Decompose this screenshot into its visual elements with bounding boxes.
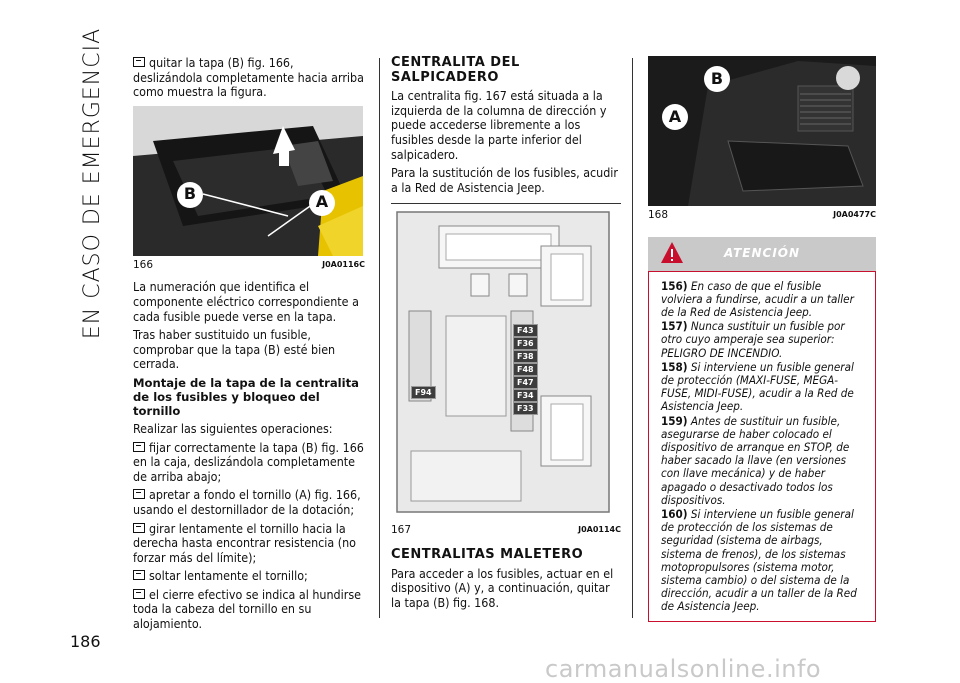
bullet-icon [133,489,145,499]
bullet-icon [133,589,145,599]
paragraph: Para acceder a los fusibles, actuar en el dispositivo (A) y, a continuación, quitar la tapa (B) fig. 168. [391,565,614,610]
callout-label-a: A [662,104,688,130]
column-3 [648,56,876,622]
section-side-title: EN CASO DE EMERGENCIA [80,27,106,339]
column-1 [133,56,365,636]
bullet-icon [133,442,145,452]
paragraph: Tras haber sustituido un fusible, comprobar que la tapa (B) esté bien cerrada. [133,327,336,372]
bullet-icon [133,523,145,533]
list-item: soltar lentamente el tornillo; [133,569,365,584]
warning-list [648,271,876,622]
callout-label-a: A [309,190,335,216]
figure-number: 168 [648,209,669,221]
list-item: girar lentamente el tornillo hacia la derecha hasta encontrar resistencia (no forzar más del límite); [133,520,356,565]
figure-number: 166 [133,258,154,271]
column-2 [391,56,621,614]
figure-caption [391,523,621,538]
figure-167 [391,206,621,521]
section-title: CENTRALITAS MALETERO [391,546,584,562]
figure-code: J0A0114C [578,525,621,535]
list-item: apretar a fondo el tornillo (A) fig. 166, usando el destornillador de la dotación; [133,487,361,517]
figure-code: J0A0477C [833,210,876,219]
fuse-label: F47 [513,376,538,389]
warning-item: 159) Antes de sustituir un fusible, asegurarse de haber colocado el dispositivo de arranque en STOP, de haber sacado la llave (en versiones con llave mecánica) y de haber apagado o desactivado todos los dispositivos. [661,413,850,507]
bullet-list [133,441,365,632]
figure-rule [391,203,621,204]
warning-header [648,237,876,271]
callout-label-b: B [704,66,730,92]
column-divider [632,58,633,618]
intro-step: quitar la tapa (B) fig. 166, deslizándola completamente hacia arriba como muestra la figura. [133,55,364,100]
fuse-label: F33 [513,402,538,415]
list-item: fijar correctamente la tapa (B) fig. 166 en la caja, deslizándola completamente de arriba abajo; [133,439,364,484]
fuse-label: F48 [513,363,538,376]
warning-title: ATENCIÓN [723,246,801,261]
paragraph: Para la sustitución de los fusibles, acudir a la Red de Asistencia Jeep. [391,165,618,195]
figure-caption [648,208,876,223]
bullet-icon [133,570,145,580]
section-title: CENTRALITA DEL SALPICADERO [391,55,520,85]
figure-number: 167 [391,524,412,537]
warning-item: 158) Si interviene un fusible general de protección (MAXI-FUSE, MEGA-FUSE, MIDI-FUSE), acudir a la Red de Asistencia Jeep. [661,359,854,414]
figure-166 [133,106,363,256]
fuse-label: F36 [513,337,538,350]
subheading: Montaje de la tapa de la centralita de los fusibles y bloqueo del tornillo [133,375,359,418]
fuse-box-cover-illustration [133,106,363,256]
warning-box [648,237,876,622]
page-number: 186 [70,632,101,651]
fuse-label: F34 [513,389,538,402]
paragraph: Realizar las siguientes operaciones: [133,420,333,436]
paragraph: La numeración que identifica el componente eléctrico correspondiente a cada fusible puede verse en la tapa. [133,279,359,324]
fuse-label: F38 [513,350,538,363]
fuse-label: F94 [411,386,436,399]
figure-168 [648,56,876,206]
figure-code: J0A0116C [322,259,365,269]
dashboard-fuse-box-diagram [391,206,621,521]
watermark: carmanualsonline.info [545,655,822,683]
bullet-icon [133,57,145,67]
list-item: el cierre efectivo se indica al hundirse toda la cabeza del tornillo en su alojamiento. [133,586,361,632]
column-divider [379,58,380,618]
paragraph: La centralita fig. 167 está situada a la izquierda de la columna de dirección y puede accederse libremente a los fusibles desde la parte inferior del salpicadero. [391,88,607,162]
figure-caption [133,258,365,273]
warning-item: 157) Nunca sustituir un fusible por otro cuyo amperaje sea superior: PELIGRO DE INCENDIO. [661,319,845,360]
fuse-label: F43 [513,324,538,337]
warning-item: 160) Si interviene un fusible general de protección de los sistemas de seguridad (sistema de airbags, sistema de frenos), de los sistemas motopropulsores (sistema motor, sistema cambio) o del sistema de la dirección, acudir a un taller de la Red de Asistencia Jeep. [661,507,857,614]
warning-item: 156) En caso de que el fusible volviera a fundirse, acudir a un taller de la Red de Asistencia Jeep. [661,278,854,319]
trunk-fuse-access-illustration [648,56,876,206]
callout-label-b: B [177,182,203,208]
warning-triangle-icon [660,241,684,265]
